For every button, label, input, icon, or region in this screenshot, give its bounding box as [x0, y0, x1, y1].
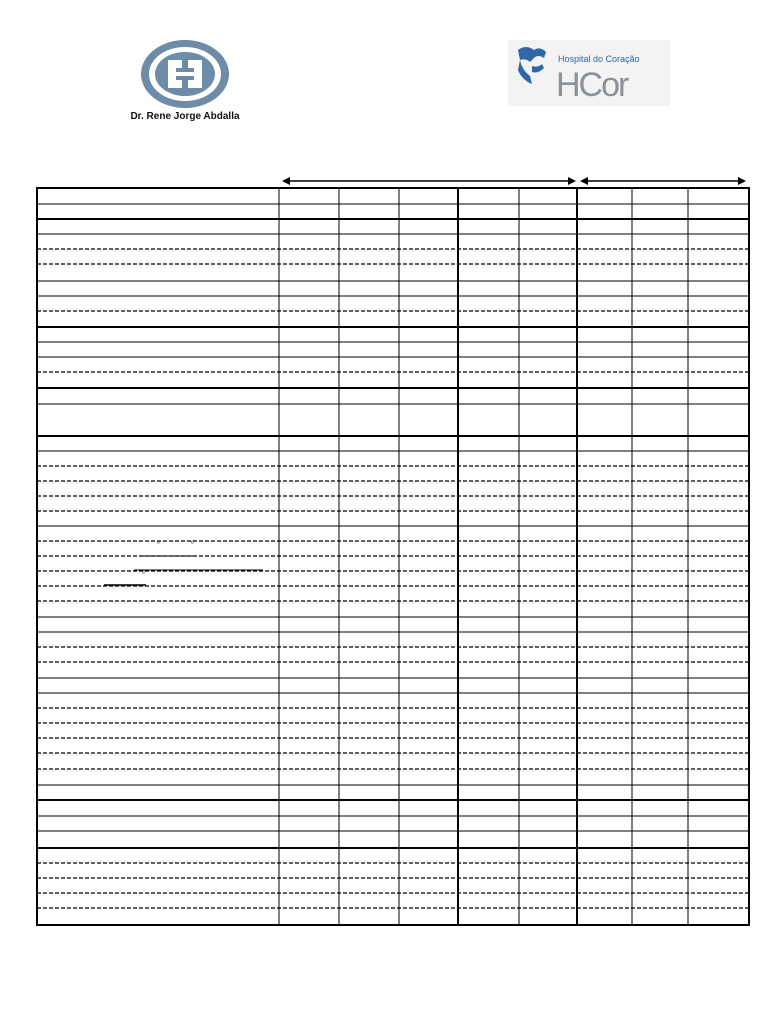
hospital-logo-text: HCor [556, 66, 628, 104]
degree-mark-a: º [157, 541, 160, 548]
degree-mark-c: º [142, 571, 145, 578]
hospital-name: Hospital do Coração [558, 54, 640, 64]
doctor-name: Dr. Rene Jorge Abdalla [130, 111, 240, 122]
degree-mark-b: º [191, 541, 194, 548]
